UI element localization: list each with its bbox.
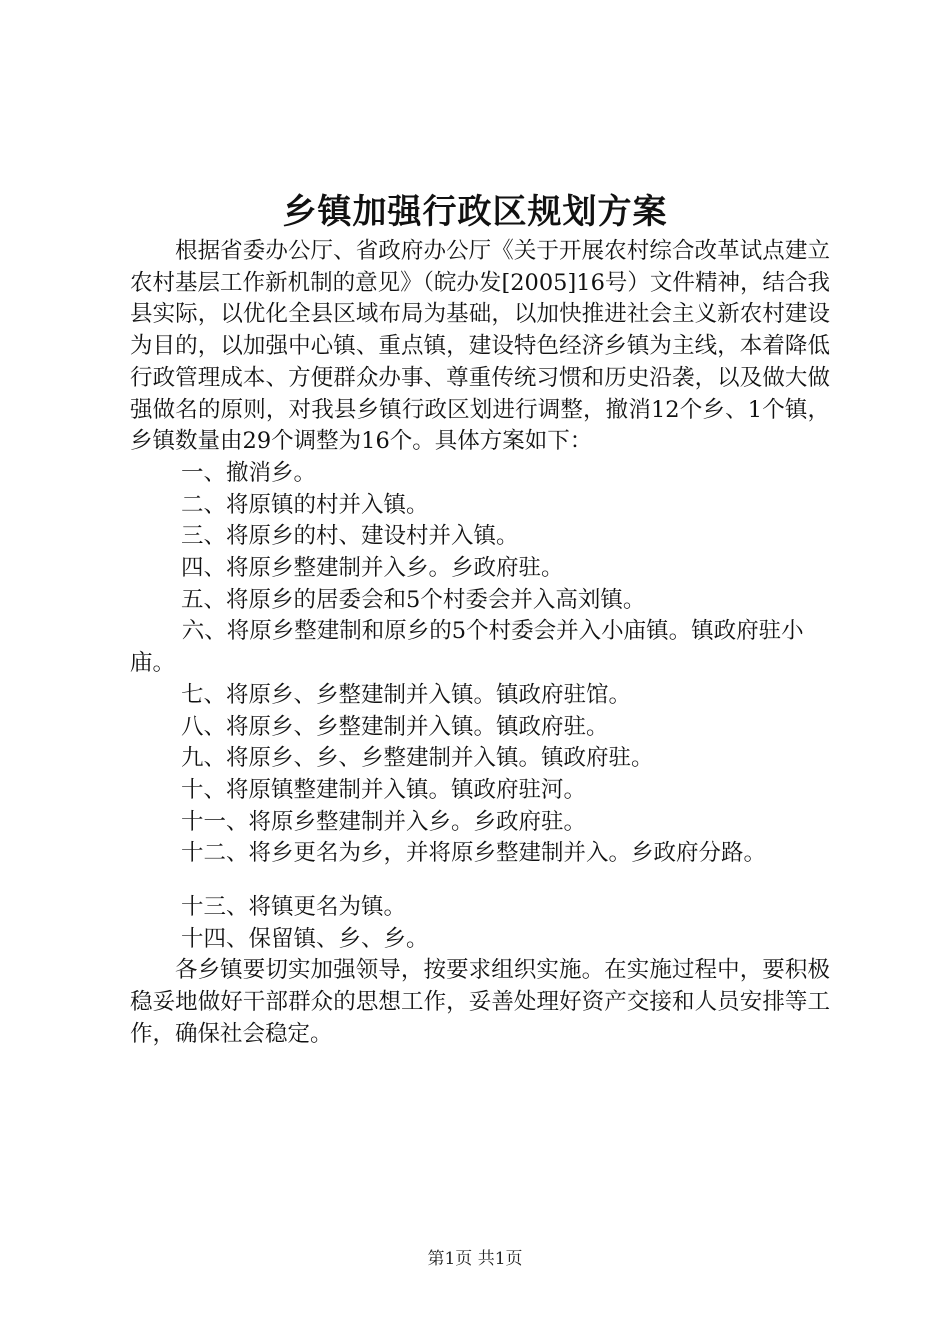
list-item: 六、将原乡整建制和原乡的5个村委会并入小庙镇。镇政府驻小庙。 [130,618,804,677]
list-item: 三、将原乡的村、建设村并入镇。 [181,523,519,550]
list-item: 十、将原镇整建制并入镇。镇政府驻河。 [181,776,587,803]
list-item: 二、将原镇的村并入镇。 [181,491,429,518]
list-item: 四、将原乡整建制并入乡。乡政府驻。 [181,555,564,582]
list-item: 十一、将原乡整建制并入乡。乡政府驻。 [181,808,587,835]
closing-paragraph: 各乡镇要切实加强领导，按要求组织实施。在实施过程中，要积极稳妥地做好干部群众的思想工作，妥善处理好资产交接和人员安排等工作，确保社会稳定。 [130,957,830,1047]
page-footer: 第1页 共1页 [427,1249,523,1269]
list-item: 九、将原乡、乡、乡整建制并入镇。镇政府驻。 [181,745,654,772]
list-item: 八、将原乡、乡整建制并入镇。镇政府驻。 [181,713,609,740]
list-item: 五、将原乡的居委会和5个村委会并入高刘镇。 [181,586,646,613]
list-item: 十三、将镇更名为镇。 [181,894,407,921]
list-item: 七、将原乡、乡整建制并入镇。镇政府驻馆。 [181,681,632,708]
list-item: 十四、保留镇、乡、乡。 [181,925,429,952]
document-title: 乡镇加强行政区规划方案 [282,192,668,232]
intro-paragraph: 根据省委办公厅、省政府办公厅《关于开展农村综合改革试点建立农村基层工作新机制的意见》（皖办发[2005]16号）文件精神，结合我县实际，以优化全县区域布局为基础，以加快推进社会主义新农村建设为目的，以加强中心镇、重点镇，建设特色经济乡镇为主线，本着降低行政管理成本、方便群众办事、尊重传统习惯和历史沿袭，以及做大做强做名的原则，对我县乡镇行政区划进行调整，撤消12个乡、1个镇，乡镇数量由29个调整为16个。具体方案如下： [130,238,830,455]
list-item: 十二、将乡更名为乡，并将原乡整建制并入。乡政府分路。 [181,840,767,867]
document-body [130,236,830,1051]
list-item: 一、撤消乡。 [181,459,317,486]
